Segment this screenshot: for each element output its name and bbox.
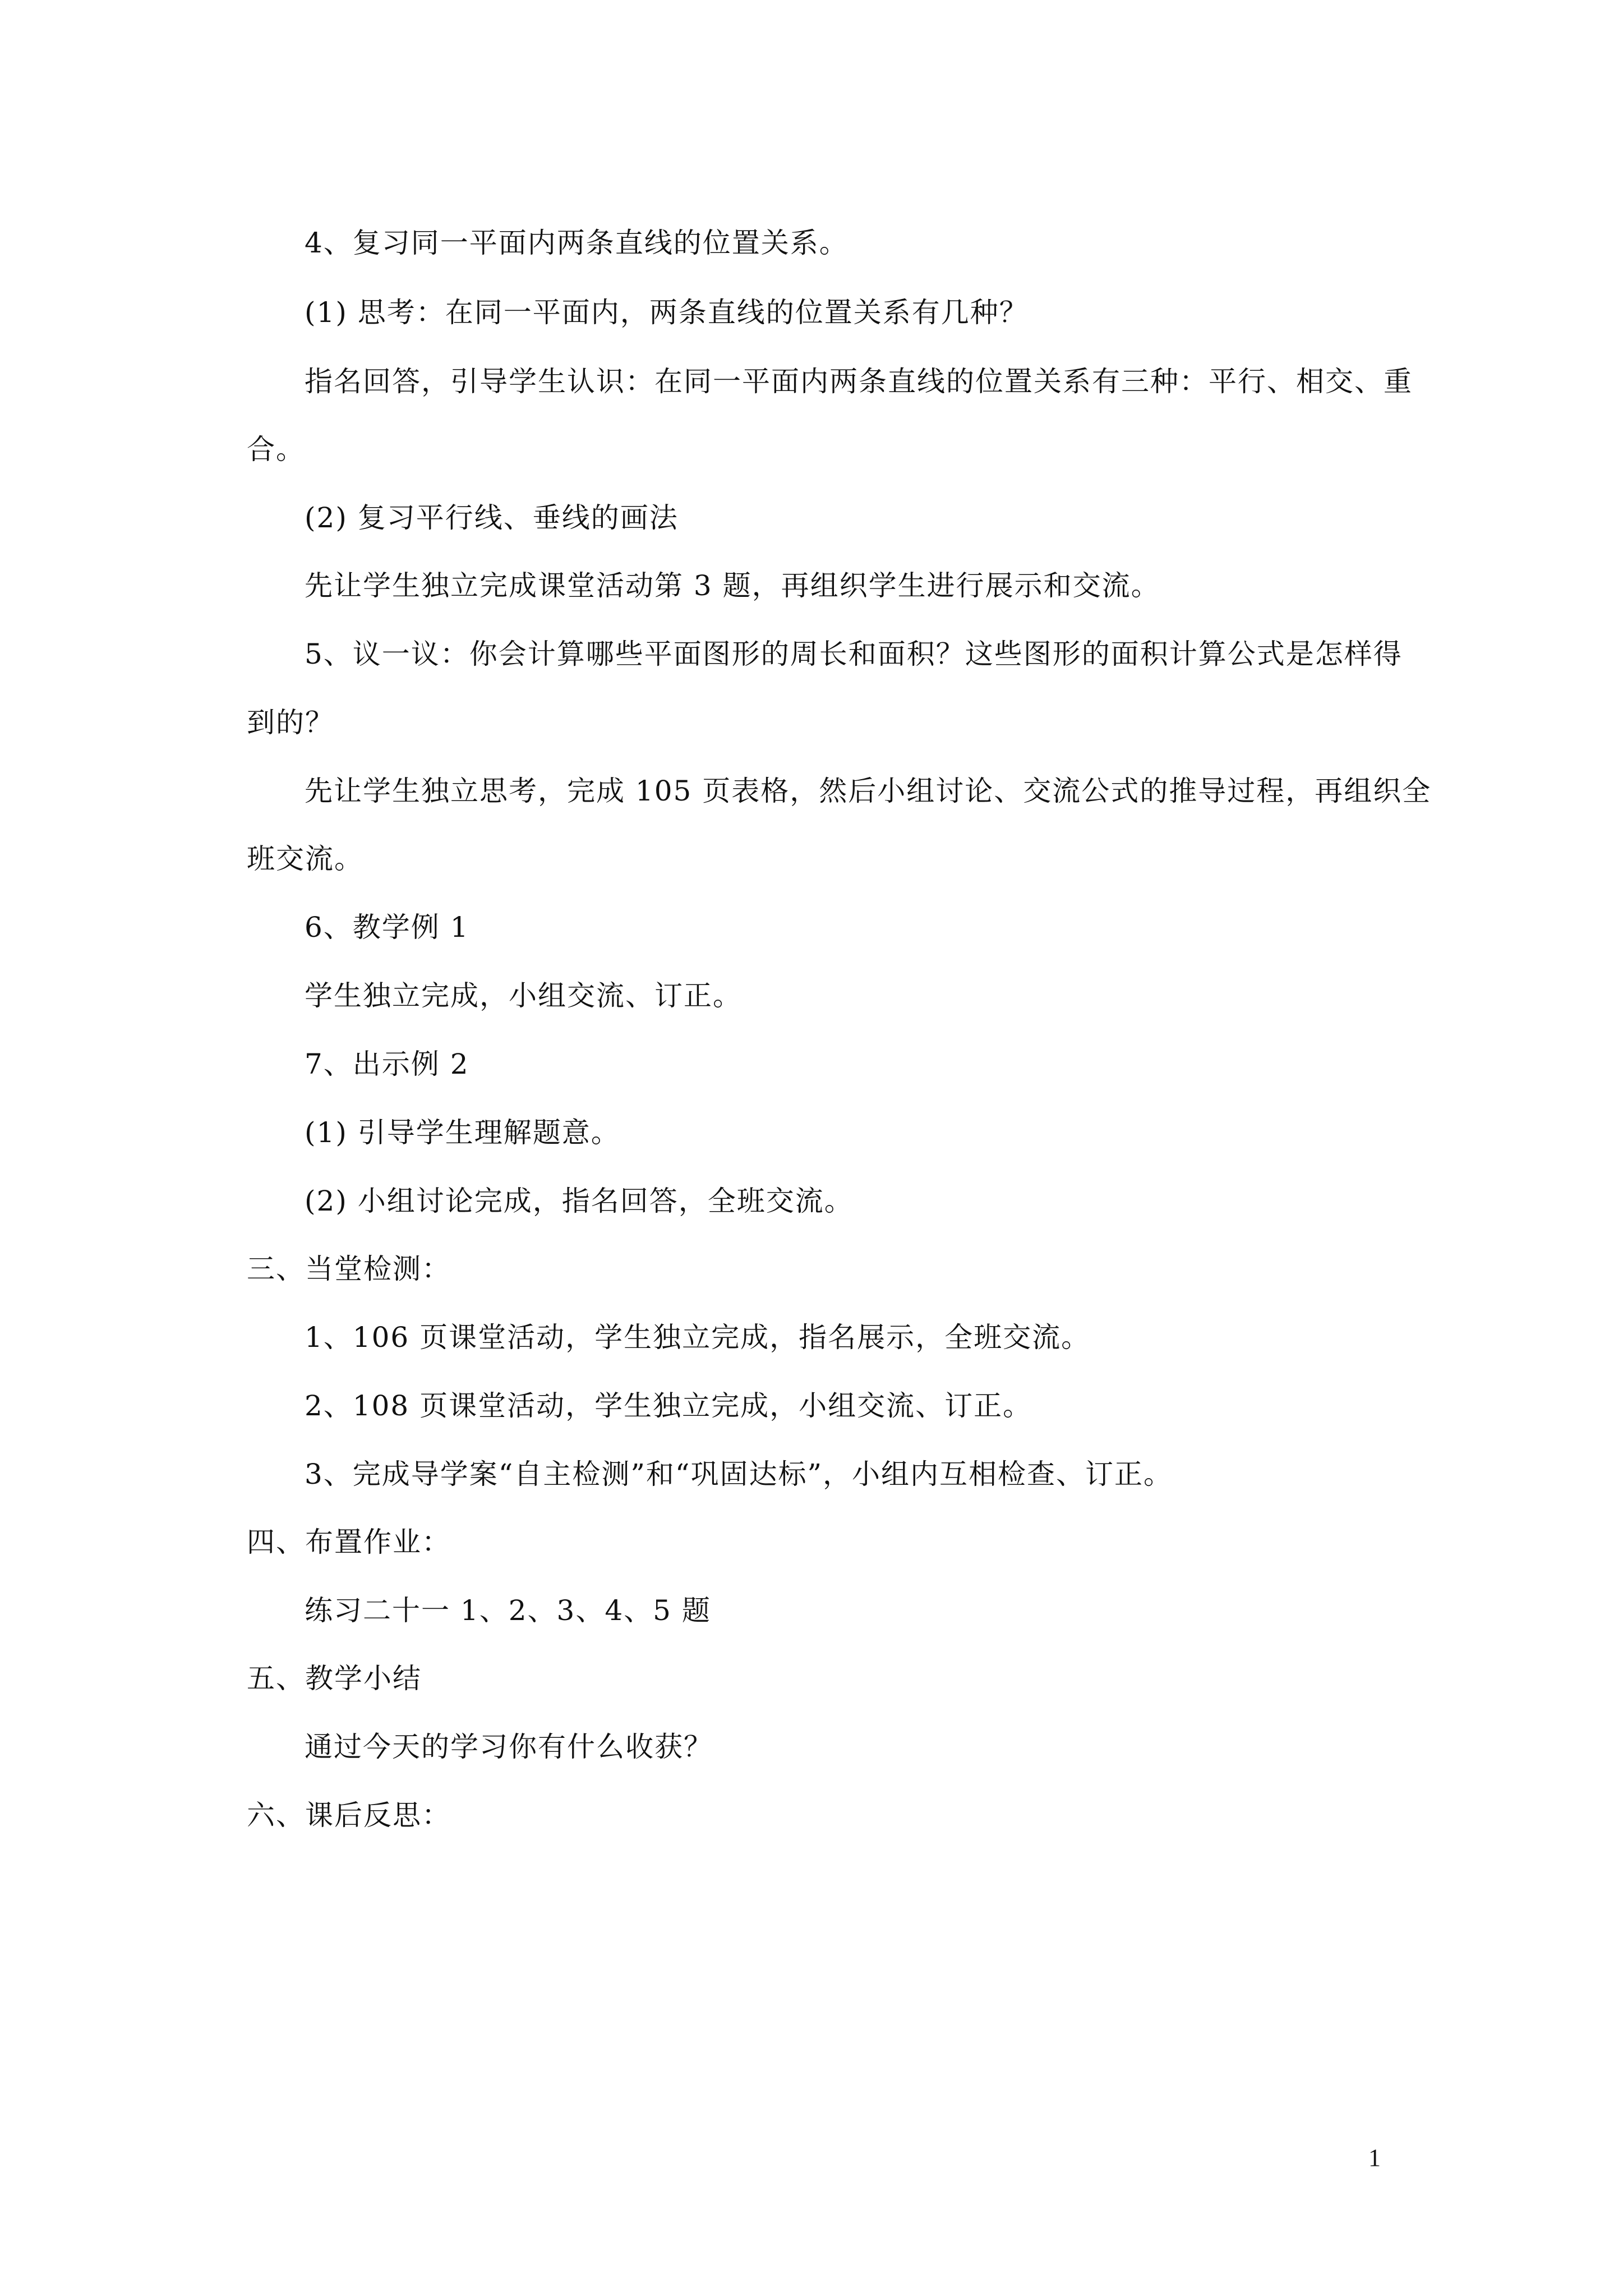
section-heading: 五、教学小结: [247, 1662, 422, 1695]
text-line: 2、108 页课堂活动，学生独立完成，小组交流、订正。: [305, 1389, 1032, 1422]
text-line: 练习二十一 1、2、3、4、5 题: [305, 1594, 711, 1627]
text-line: 6、教学例 1: [305, 911, 469, 944]
text-line: 合。: [247, 433, 305, 466]
text-line: 4、复习同一平面内两条直线的位置关系。: [305, 227, 849, 259]
text-line: 先让学生独立思考，完成 105 页表格，然后小组讨论、交流公式的推导过程，再组织全: [305, 775, 1432, 807]
text-line: (2) 复习平行线、垂线的画法: [305, 501, 679, 534]
text-line: 先让学生独立完成课堂活动第 3 题，再组织学生进行展示和交流。: [305, 569, 1160, 602]
text-line: 到的？: [247, 706, 334, 739]
text-line: 3、完成导学案“自主检测”和“巩固达标”，小组内互相检查、订正。: [305, 1458, 1173, 1490]
page-number: 1: [1368, 2144, 1381, 2171]
text-line: (1) 引导学生理解题意。: [305, 1116, 620, 1149]
section-heading: 四、布置作业：: [247, 1526, 451, 1558]
text-line: 通过今天的学习你有什么收获？: [305, 1731, 713, 1763]
section-heading: 三、当堂检测：: [247, 1253, 451, 1285]
text-line: (1) 思考：在同一平面内，两条直线的位置关系有几种？: [305, 296, 1029, 329]
text-line: 班交流。: [247, 843, 363, 875]
text-line: 学生独立完成，小组交流、订正。: [305, 979, 742, 1012]
text-line: 7、出示例 2: [305, 1048, 469, 1080]
text-line: (2) 小组讨论完成，指名回答，全班交流。: [305, 1185, 854, 1217]
text-line: 指名回答，引导学生认识：在同一平面内两条直线的位置关系有三种：平行、相交、重: [305, 365, 1413, 398]
section-heading: 六、课后反思：: [247, 1799, 451, 1832]
text-line: 5、议一议：你会计算哪些平面图形的周长和面积？这些图形的面积计算公式是怎样得: [305, 638, 1403, 670]
text-line: 1、106 页课堂活动，学生独立完成，指名展示，全班交流。: [305, 1321, 1091, 1354]
